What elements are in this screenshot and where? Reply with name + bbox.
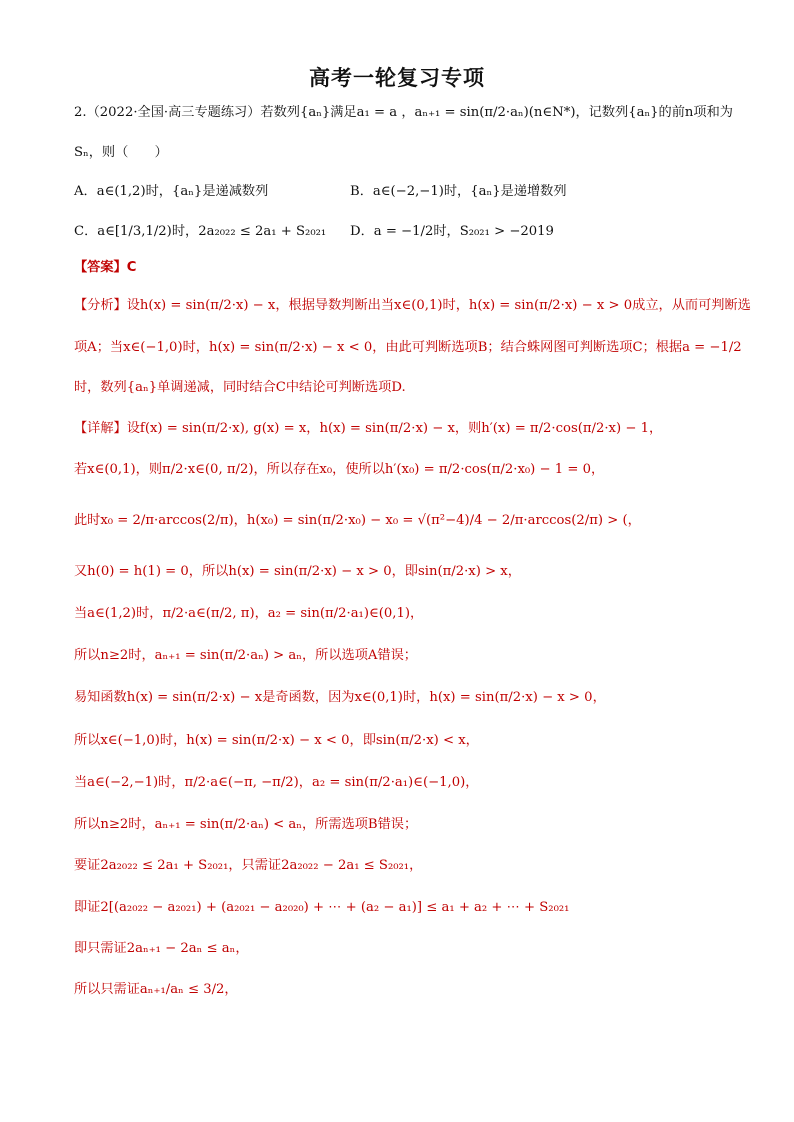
option-a: A．a∈(1,2)时，{aₙ}是递减数列 <box>74 184 269 199</box>
detail-line: 此时x₀ = 2/π·arccos(2/π)，h(x₀) = sin(π/2·x₀) − x₀ = √(π²−4)/4 − 2/π·arccos(2/π) > (， <box>74 513 641 528</box>
detail-line: 所以n≥2时，aₙ₊₁ = sin(π/2·aₙ) < aₙ，所需选项B错误； <box>74 817 418 832</box>
analysis-line-1: 【分析】设h(x) = sin(π/2·x) − x，根据导数判断出当x∈(0,1)时，h(x) = sin(π/2·x) − x > 0成立，从而可判断选 <box>74 298 751 313</box>
detail-line: 若x∈(0,1)，则π/2·x∈(0, π/2)，所以存在x₀，使所以h′(x₀) = π/2·cos(π/2·x₀) − 1 = 0， <box>74 462 605 477</box>
detail-line: 当a∈(−2,−1)时，π/2·a∈(−π, −π/2)，a₂ = sin(π/2·a₁)∈(−1,0)， <box>74 775 479 790</box>
option-b: B．a∈(−2,−1)时，{aₙ}是递增数列 <box>350 184 567 199</box>
detail-line: 当a∈(1,2)时，π/2·a∈(π/2, π)，a₂ = sin(π/2·a₁)∈(0,1)， <box>74 606 424 621</box>
answer-label: 【答案】C <box>74 260 137 275</box>
detail-line: 又h(0) = h(1) = 0，所以h(x) = sin(π/2·x) − x > 0，即sin(π/2·x) > x， <box>74 564 521 579</box>
option-d: D．a = −1/2时，S₂₀₂₁ > −2019 <box>350 224 554 239</box>
detail-line: 所以只需证aₙ₊₁/aₙ ≤ 3/2， <box>74 982 238 997</box>
detail-line: 所以n≥2时，aₙ₊₁ = sin(π/2·aₙ) > aₙ，所以选项A错误； <box>74 648 417 663</box>
detail-line: 易知函数h(x) = sin(π/2·x) − x是奇函数，因为x∈(0,1)时，h(x) = sin(π/2·x) − x > 0， <box>74 690 606 705</box>
question-stem-line-2: Sₙ，则（ ） <box>74 145 168 160</box>
detail-line: 【详解】设f(x) = sin(π/2·x), g(x) = x，h(x) = sin(π/2·x) − x，则h′(x) = π/2·cos(π/2·x) − 1， <box>74 421 663 436</box>
detail-line: 所以x∈(−1,0)时，h(x) = sin(π/2·x) − x < 0，即sin(π/2·x) < x， <box>74 733 479 748</box>
detail-line: 即证2[(a₂₀₂₂ − a₂₀₂₁) + (a₂₀₂₁ − a₂₀₂₀) + ⋯ + (a₂ − a₁)] ≤ a₁ + a₂ + ⋯ + S₂₀₂₁ <box>74 900 570 915</box>
option-c: C．a∈[1/3,1/2)时，2a₂₀₂₂ ≤ 2a₁ + S₂₀₂₁ <box>74 224 327 239</box>
detail-line: 即只需证2aₙ₊₁ − 2aₙ ≤ aₙ， <box>74 941 249 956</box>
detail-line: 要证2a₂₀₂₂ ≤ 2a₁ + S₂₀₂₁，只需证2a₂₀₂₂ − 2a₁ ≤ S₂₀₂₁， <box>74 858 423 873</box>
analysis-line-3: 时，数列{aₙ}单调递减，同时结合C中结论可判断选项D. <box>74 380 406 395</box>
question-stem-line-1: 2.（2022·全国·高三专题练习）若数列{aₙ}满足a₁ = a ，aₙ₊₁ = sin(π/2·aₙ)(n∈N*)，记数列{aₙ}的前n项和为 <box>74 105 733 120</box>
analysis-line-2: 项A；当x∈(−1,0)时，h(x) = sin(π/2·x) − x < 0，由此可判断选项B；结合蛛网图可判断选项C；根据a = −1/2 <box>74 340 742 355</box>
page-title: 高考一轮复习专项 <box>309 66 485 90</box>
